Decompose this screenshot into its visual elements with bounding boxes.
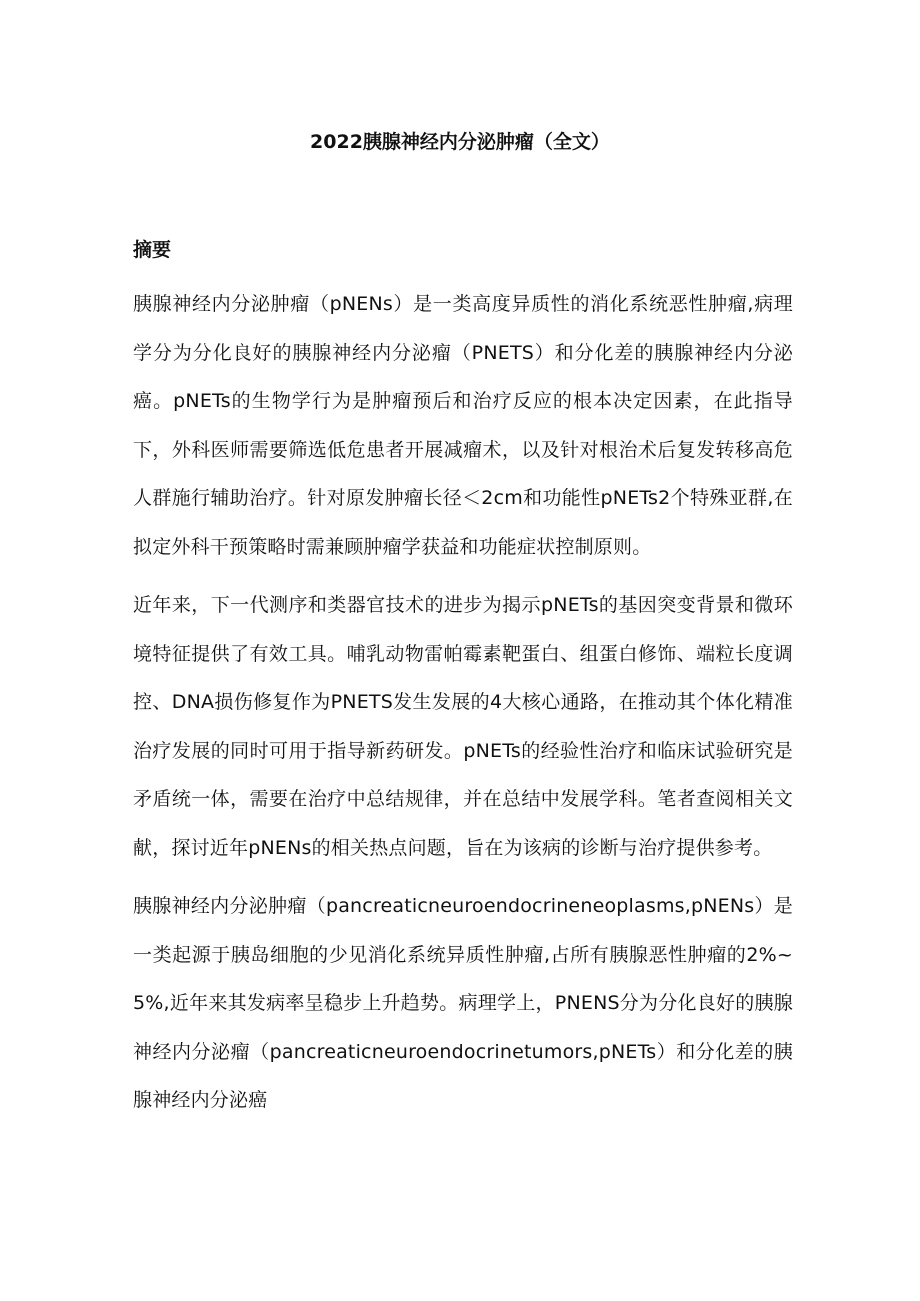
abstract-heading: 摘要: [133, 239, 172, 261]
abstract-paragraph-2: 近年来，下一代测序和类器官技术的进步为揭示pNETs的基因突变背景和微环境特征提供了有效工具。哺乳动物雷帕霉素靶蛋白、组蛋白修饰、端粒长度调控、DNA损伤修复作为PNETS发生发展的4大核心通路，在推动其个体化精准治疗发展的同时可用于指导新药研发。pNETs的经验性治疗和临床试验研究是矛盾统一体，需要在治疗中总结规律，并在总结中发展学科。笔者查阅相关文献，探讨近年pNENs的相关热点问题，旨在为该病的诊断与治疗提供参考。: [133, 594, 793, 859]
abstract-paragraph-1: 胰腺神经内分泌肿瘤（pNENs）是一类高度异质性的消化系统恶性肿瘤,病理学分为分化良好的胰腺神经内分泌瘤（PNETS）和分化差的胰腺神经内分泌癌。pNETs的生物学行为是肿瘤预后和治疗反应的根本决定因素，在此指导下，外科医师需要筛选低危患者开展减瘤术，以及针对根治术后复发转移高危人群施行辅助治疗。针对原发肿瘤长径＜2cm和功能性pNETs2个特殊亚群,在拟定外科干预策略时需兼顾肿瘤学获益和功能症状控制原则。: [133, 293, 793, 558]
body-paragraph-1: 胰腺神经内分泌肿瘤（pancreaticneuroendocrineneoplasms,pNENs）是一类起源于胰岛细胞的少见消化系统异质性肿瘤,占所有胰腺恶性肿瘤的2%~5%,近年来其发病率呈稳步上升趋势。病理学上，PNENS分为分化良好的胰腺神经内分泌瘤（pancreaticneuroendocrinetumors,pNETs）和分化差的胰腺神经内分泌癌: [133, 895, 793, 1111]
document-title: 2022胰腺神经内分泌肿瘤（全文）: [310, 131, 610, 153]
document-body: [133, 236, 793, 1135]
